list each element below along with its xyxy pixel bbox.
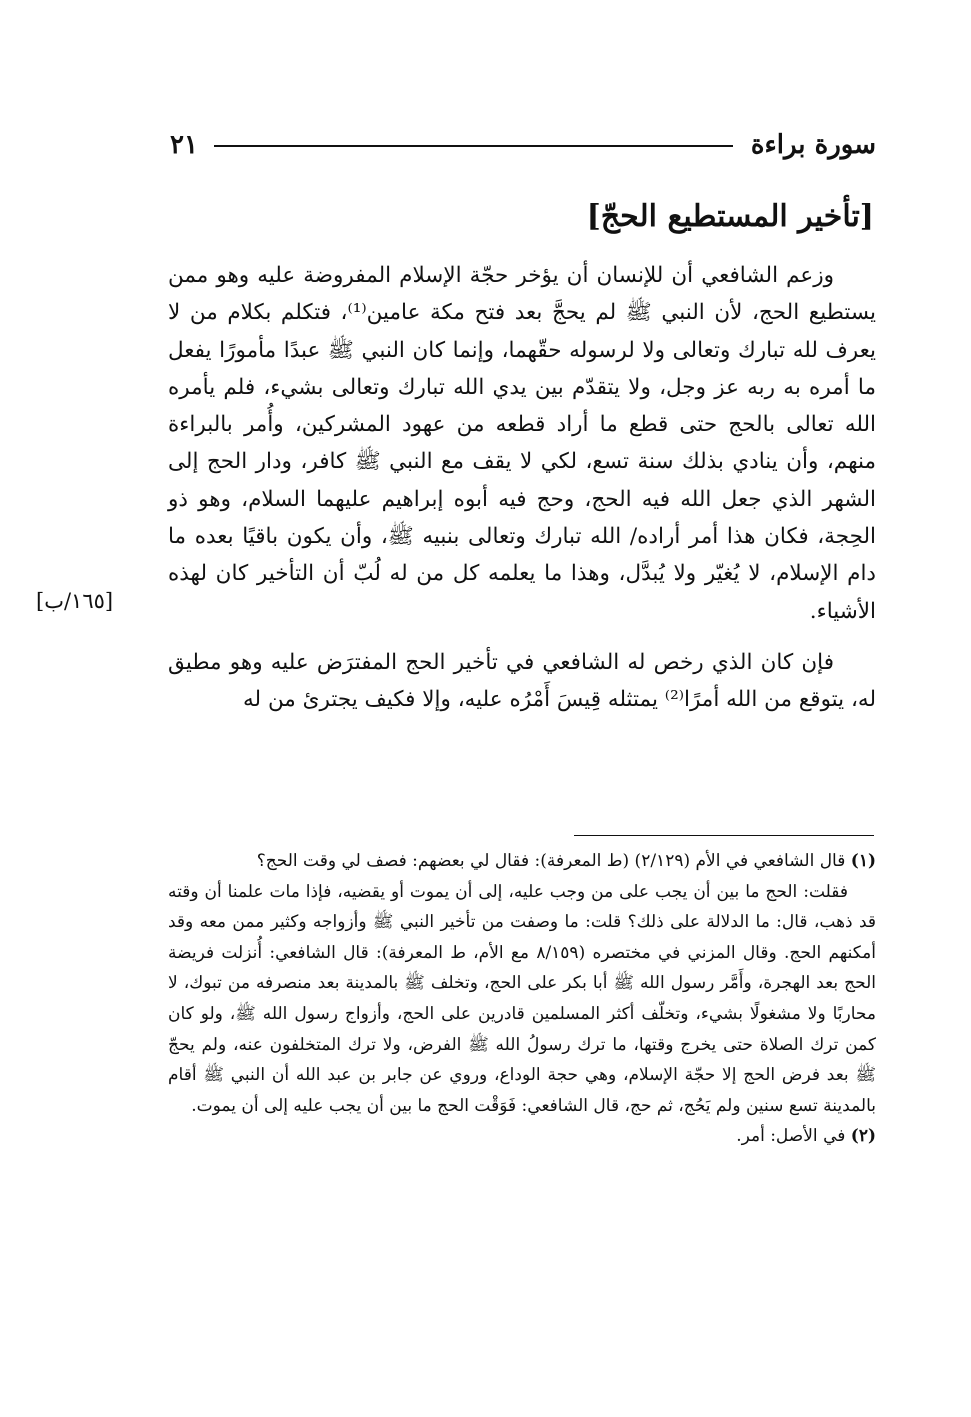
surah-title: سورة براءة [750, 130, 876, 160]
footnote-continuation: فقلت: الحج ما بين أن يجب على من وجب عليه، إلى أن يموت أو يقضيه، فإذا مات علمنا أن وقته قد ذهب، قال: ما الدلالة على ذلك؟ قلت: ما وصفت من تأخير النبي ﷺ وأزواجه وكثير ممن معه وقد أمكنهم الحج. وقال المزني في مختصره (٨/١٥٩ مع الأم، ط المعرفة): قال الشافعي: أُنزلت فريضة الحج بعد الهجرة، وأَمَّر رسول الله ﷺ أبا بكر على الحج، وتخلف ﷺ بالمدينة بعد منصرفه من تبوك، لا محاربًا ولا مشغولًا بشيء، وتخلّف أكثر المسلمين قادرين على الحج، وأزواج رسول الله ﷺ، ولو كان كمن ترك الصلاة حتى يخرج وقتها، ما ترك رسولُ الله ﷺ الفرض، ولا ترك المتخلفون عنه، ولم يحجّ ﷺ بعد فرض الحج إلا حجّة الإسلام، وهي حجة الوداع، وروي عن جابر بن عبد الله أن النبي ﷺ أقام بالمدينة تسع سنين ولم يَحُج، ثم حج، قال الشافعي: فَوَقْت الحج ما بين أن يجب عليه إلى أن يموت. [168, 881, 876, 1116]
header-rule [214, 145, 733, 147]
footnote-1 [168, 846, 876, 877]
footnote-text: في الأصل: أمر. [736, 1126, 846, 1147]
page-number: ٢١ [170, 130, 198, 160]
footnote-separator [574, 835, 874, 836]
footnote-1-continuation [168, 877, 876, 1122]
footnote-number: (١) [850, 851, 876, 871]
footnote-number: (٢) [850, 1126, 876, 1147]
footnote-2 [168, 1121, 876, 1152]
manuscript-folio-marker: [١٦٥/ب] [36, 589, 114, 613]
main-text [168, 257, 876, 719]
section-heading: [تأخير المستطيع الحجّ] [586, 199, 874, 234]
paragraph-1: وزعم الشافعي أن للإنسان أن يؤخر حجّة الإسلام المفروضة عليه وهو ممن يستطيع الحج، لأن النبي ﷺ لم يحجَّ بعد فتح مكة عامين⁽¹⁾، فتكلم بكلام من لا يعرف لله تبارك وتعالى ولا لرسوله حقّهما، وإنما كان النبي ﷺ عبدًا مأمورًا يفعل ما أمره به ربه عز وجل، ولا يتقدّم بين يدي الله تبارك وتعالى بشيء، فلم يأمره الله تعالى بالحج حتى قطع ما أراد قطعه من عهود المشركين، وأُمر بالبراءة منهم، وأن ينادي بذلك سنة تسع، لكي لا يقف مع النبي ﷺ كافر، ودار الحج إلى الشهر الذي جعل الله فيه الحج، وحج فيه أبوه إبراهيم عليهما السلام، وهو ذو الحِجة، فكان هذا أمر أراده/ الله تبارك وتعالى بنبيه ﷺ، وأن يكون باقيًا بعده ما دام الإسلام، لا يُغيّر ولا يُبدَّل، وهذا ما يعلمه كل من له لُبّ أن التأخير كان لهذه الأشياء. [168, 263, 876, 624]
footnotes [168, 846, 876, 1152]
footnote-text: قال الشافعي في الأم (٢/١٢٩) (ط المعرفة): فقال لي بعضهم: فصف لي وقت الحج؟ [256, 851, 846, 871]
paragraph-2: فإن كان الذي رخص له الشافعي في تأخير الحج المفترَض عليه وهو مطيق له، يتوقع من الله أمرًا⁽²⁾ يمتثله قِيسَ أَمْرُه عليه، وإلا فكيف يجترئ من له [168, 649, 876, 713]
running-header [170, 127, 876, 163]
